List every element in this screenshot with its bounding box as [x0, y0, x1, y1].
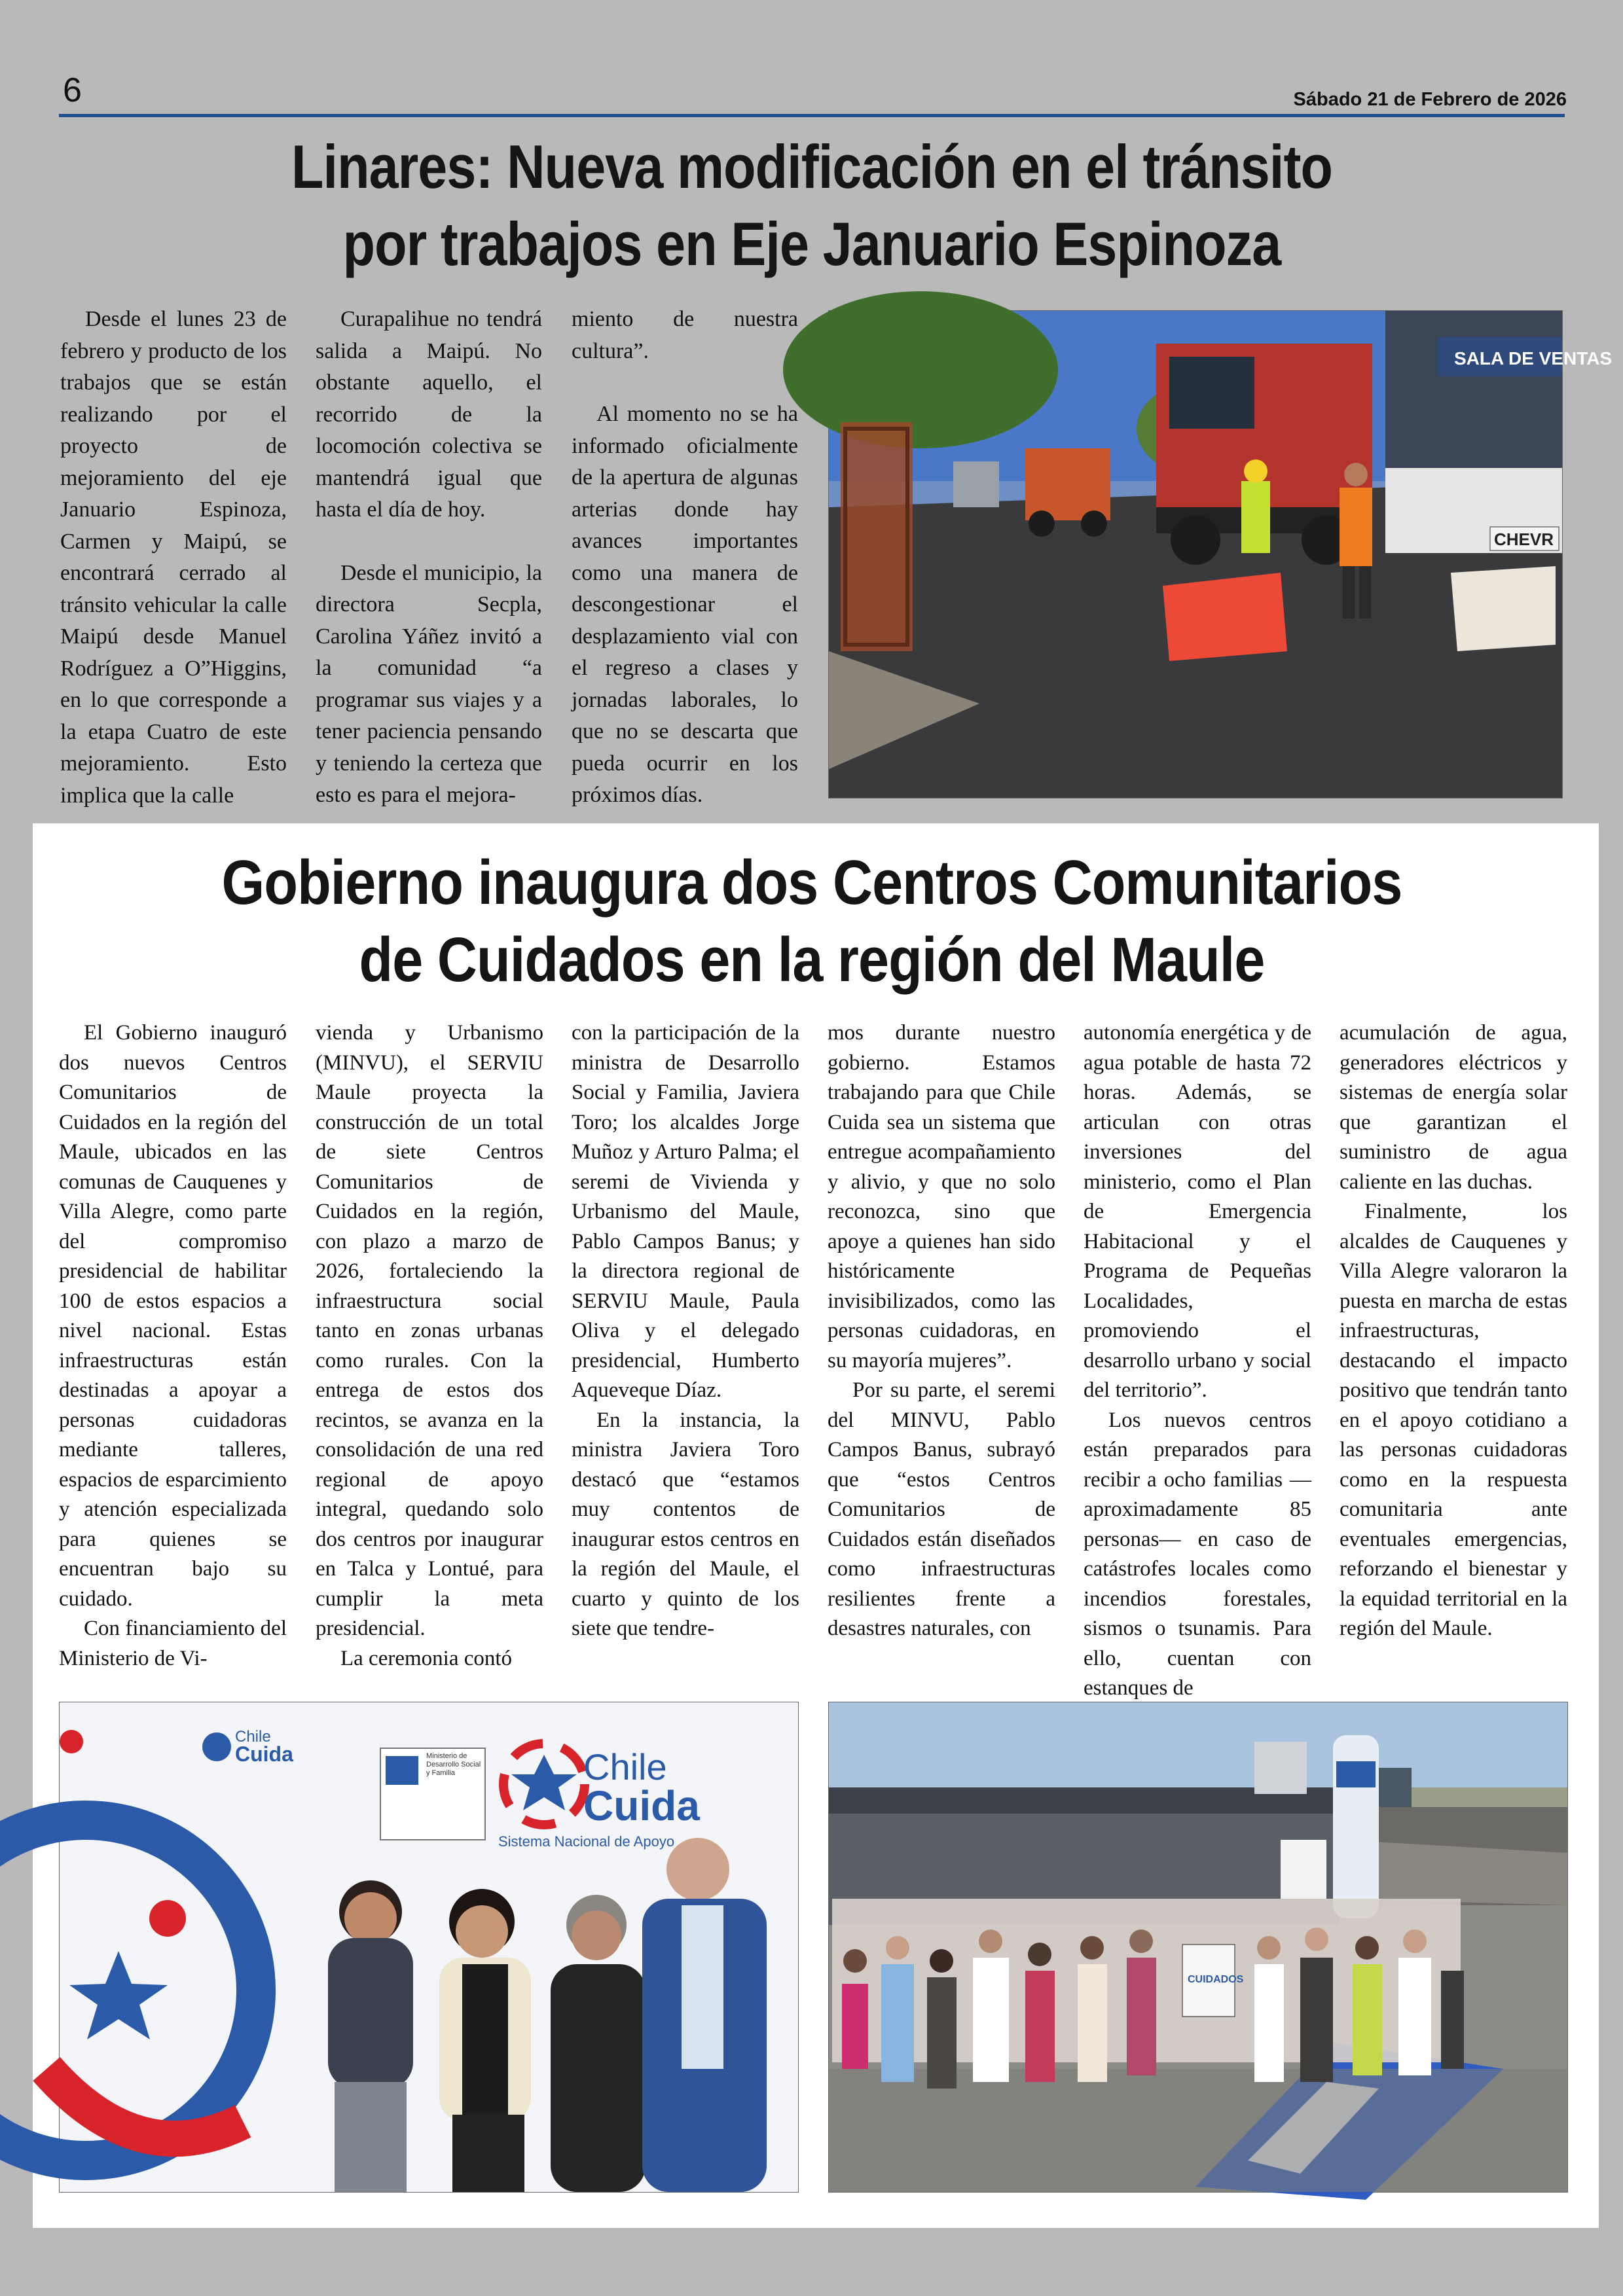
- paragraph: autonomía energética y de agua potable de hasta 72 horas. Además, se articulan con otras inversiones del ministerio, como el Plan de Emergencia Habitacional y el Programa de Pequeñas Localidades, promoviendo el desarrollo urbano y social del territorio”.: [1084, 1021, 1311, 1402]
- article1-column-3: [572, 304, 798, 821]
- photo-sign-text: SALA DE VENTAS: [1454, 348, 1613, 368]
- paragraph: Finalmente, los alcaldes de Cauquenes y Villa Alegre valoraron la puesta en marcha de estas infraestructuras, destacando el impacto positivo que tendrán tanto en el apoyo cotidiano a las personas cuidadoras como en la respuesta comunitaria ante eventuales emergencias, reforzando el bienestar y la equidad territorial en la región del Maule.: [1340, 1200, 1567, 1640]
- article2-column-4: [828, 1018, 1055, 1676]
- logo-cuida-small: Cuida: [235, 1742, 293, 1766]
- article2-headline-line1: Gobierno inaugura dos Centros Comunitarios: [221, 848, 1402, 918]
- article2-column-5: [1084, 1018, 1311, 1700]
- logo-cuida-big: Cuida: [583, 1782, 700, 1829]
- logo-subtitle: Sistema Nacional de Apoyo: [498, 1833, 675, 1850]
- plaque-text: CUIDADOS: [1188, 1974, 1244, 1985]
- header-rule: [59, 114, 1565, 117]
- article2-headline: [149, 844, 1474, 999]
- paragraph: La ceremonia contó: [340, 1646, 513, 1670]
- paragraph: Desde el municipio, la directora Secpla, Carolina Yáñez invitó a la comunidad “a programar sus viajes y a tener paciencia pensando y teniendo la certeza que esto es para el mejora-: [316, 560, 542, 807]
- paragraph: Por su parte, el seremi del MINVU, Pablo Campos Banus, subrayó que “estos Centros Comunitarios de Cuidados están diseñados como infraestructuras resilientes frente a desastres naturales, con: [828, 1378, 1055, 1640]
- article2-column-3: [572, 1018, 799, 1676]
- article2-column-1: [59, 1018, 287, 1676]
- paragraph: En la instancia, la ministra Javiera Toro destacó que “estamos muy contentos de inaugurar estos centros en la región del Maule, el cuarto y quinto de los siete que tendre-: [572, 1408, 799, 1640]
- page-number: 6: [63, 71, 82, 109]
- logo-chile-big: Chile: [583, 1746, 667, 1787]
- article2-photo-group: [828, 1702, 1568, 2193]
- paragraph: El Gobierno inauguró dos nuevos Centros Comunitarios de Cuidados en la región del Maule, ubicados en las comunas de Cauquenes y Villa Alegre, como parte del compromiso presidencial de habilitar 100 de estos espacios a nivel nacional. Estas infraestructuras están destinadas a apoyar a personas cuidadoras mediante talleres, espacios de esparcimiento y atención especializada para quienes se encuentran bajo su cuidado.: [59, 1021, 287, 1611]
- article2-column-2: [316, 1018, 543, 1676]
- article1-headline-line1: Linares: Nueva modificación en el tránsito: [291, 132, 1333, 201]
- article1-column-1: [60, 304, 287, 821]
- photo-truck-text: CHEVR: [1494, 529, 1554, 549]
- paragraph: Desde el lunes 23 de febrero y producto de los trabajos que se están realizando por el proyecto de mejoramiento del eje Januario Espinoza, Carmen y Maipú, se encontrará cerrado al tránsito vehicular la calle Maipú desde Manuel Rodríguez a O”Higgins, en lo que corresponde a la etapa Cuatro de este mejoramiento. Esto implica que la calle: [60, 307, 287, 808]
- paragraph: Al momento no se ha informado oficialmente de la apertura de algunas arterias donde hay avances importantes como una manera de descongestionar el desplazamiento vial con el regreso a clases y jornadas laborales, lo que no se descarta que pueda ocurrir en los próximos días.: [572, 402, 798, 807]
- article1-headline-line2: por trabajos en Eje Januario Espinoza: [342, 209, 1281, 278]
- ministry-logo-text: Ministerio de Desarrollo Social y Familia: [426, 1752, 481, 1777]
- article1-photo-street-works: [828, 310, 1613, 798]
- paragraph: vienda y Urbanismo (MINVU), el SERVIU Maule proyecta la construcción de un total de siete Centros Comunitarios de Cuidados en la región, con plazo a marzo de 2026, fortaleciendo la infraestructura social tanto en zonas urbanas como rurales. Con la entrega de estos dos recintos, se avanza en la consolidación de una red regional de apoyo integral, quedando solo dos centros por inaugurar en Talca y Lontué, para cumplir la meta presidencial.: [316, 1021, 543, 1640]
- paragraph: Curapalihue no tendrá salida a Maipú. No obstante aquello, el recorrido de la locomoción colectiva se mantendrá igual que hasta el día de hoy.: [316, 307, 542, 522]
- paragraph: miento de nuestra cultura”.: [572, 307, 798, 363]
- paragraph: acumulación de agua, generadores eléctricos y sistemas de energía solar que garantizan el suministro de agua caliente en las duchas.: [1340, 1021, 1567, 1194]
- article2-photo-officials: [59, 1702, 799, 2193]
- article2-headline-line2: de Cuidados en la región del Maule: [359, 925, 1265, 995]
- paragraph: con la participación de la ministra de Desarrollo Social y Familia, Javiera Toro; los alcaldes Jorge Muñoz y Arturo Palma; el seremi de Vivienda y Urbanismo del Maule, Pablo Campos Banus; y la directora regional de SERVIU Maule, Paula Oliva y el delegado presidencial, Humberto Aqueveque Díaz.: [572, 1021, 799, 1402]
- paragraph: Con financiamiento del Ministerio de Vi-: [59, 1617, 287, 1670]
- paragraph: Los nuevos centros están preparados para recibir a ocho familias —aproximadamente 85 personas— en caso de catástrofes locales como incendios forestales, sismos o tsunamis. Para ello, cuentan con estanques de: [1084, 1408, 1311, 1700]
- issue-date: Sábado 21 de Febrero de 2026: [1293, 89, 1567, 110]
- article1-headline: [164, 128, 1459, 283]
- article1-column-2: [316, 304, 542, 821]
- paragraph: mos durante nuestro gobierno. Estamos trabajando para que Chile Cuida sea un sistema que entregue acompañamiento y alivio, y que no solo reconozca, sino que apoye a quienes han sido históricamente invisibilizados, como las personas cuidadoras, en su mayoría mujeres”.: [828, 1021, 1055, 1372]
- crowd: [832, 1899, 1464, 2089]
- article2-column-6: [1340, 1018, 1567, 1676]
- logo-chile-small: Chile: [235, 1728, 271, 1746]
